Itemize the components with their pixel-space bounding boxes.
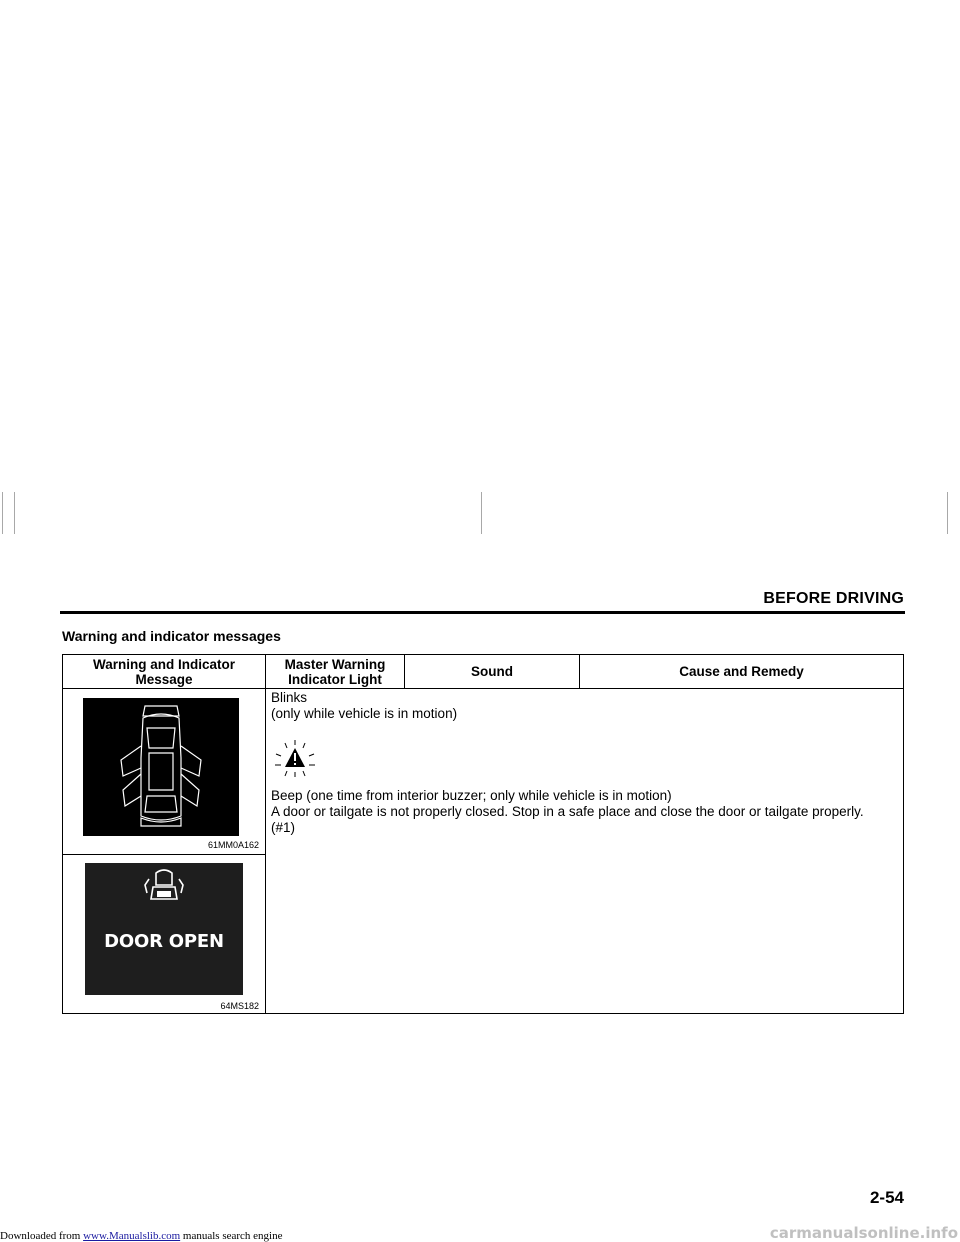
watermark: carmanualsonline.info <box>769 1224 958 1242</box>
indicator-light-text: Blinks <box>271 690 308 705</box>
reference-note: (#1) <box>271 820 296 835</box>
description-cell <box>266 689 904 1014</box>
crop-mark <box>2 492 3 534</box>
door-open-panel <box>85 863 243 995</box>
warning-triangle-icon <box>273 738 317 778</box>
footer-suffix: manuals search engine <box>180 1230 283 1242</box>
car-doors-open-icon <box>83 698 239 836</box>
column-header: Warning and Indicator Message <box>63 655 266 689</box>
table-header-row <box>63 655 904 689</box>
crop-mark <box>947 492 948 534</box>
cause-remedy-text: A door or tailgate is not properly closed. Stop in a safe place and close the door or tailgate properly. <box>271 804 864 819</box>
image-code: 61MM0A162 <box>207 840 259 850</box>
column-header: Master Warning Indicator Light <box>266 655 405 689</box>
manualslib-link[interactable]: www.Manualslib.com <box>83 1230 181 1242</box>
sound-text: Beep (one time from interior buzzer; only while vehicle is in motion) <box>271 788 672 803</box>
indicator-light-note: (only while vehicle is in motion) <box>271 706 458 721</box>
table-row <box>63 689 904 855</box>
column-header: Sound <box>405 655 580 689</box>
page-heading: Warning and indicator messages <box>62 628 281 644</box>
crop-mark <box>14 492 15 534</box>
download-footer <box>0 1230 282 1242</box>
door-open-message: DOOR OPEN <box>104 931 224 952</box>
header-rule <box>60 611 905 614</box>
column-header: Cause and Remedy <box>580 655 904 689</box>
page-number: 2-54 <box>869 1188 904 1207</box>
crop-mark <box>481 492 482 534</box>
section-title: BEFORE DRIVING <box>763 590 904 607</box>
image-code: 64MS182 <box>220 1001 259 1011</box>
car-doors-panel <box>83 698 239 836</box>
seat-icon <box>85 863 243 923</box>
footer-prefix: Downloaded from <box>0 1230 84 1242</box>
warning-messages-table <box>62 654 904 1014</box>
message-image-cell <box>63 689 266 855</box>
message-image-cell <box>63 855 266 1014</box>
